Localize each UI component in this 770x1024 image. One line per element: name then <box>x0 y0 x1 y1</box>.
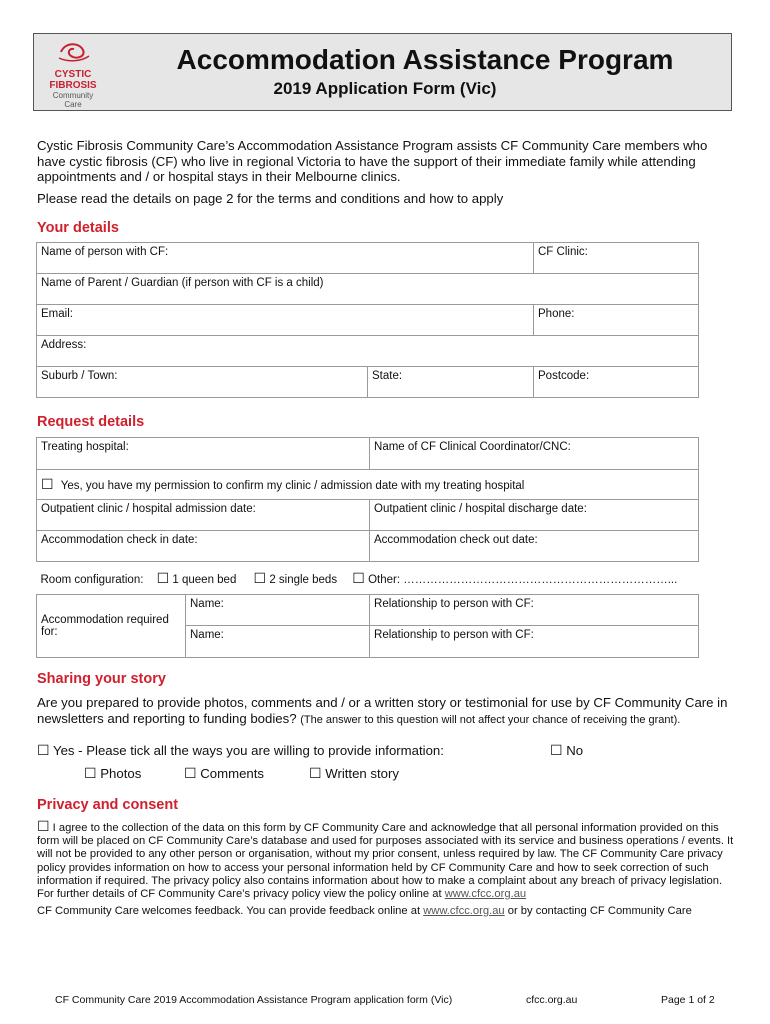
cf-clinic-field[interactable]: CF Clinic: <box>534 243 699 274</box>
admission-date-field[interactable]: Outpatient clinic / hospital admission date: <box>37 500 370 531</box>
feedback-pre: CF Community Care welcomes feedback. You can provide feedback online at <box>37 905 421 917</box>
footer-left: CF Community Care 2019 Accommodation Assistance Program application form (Vic) <box>55 994 453 1006</box>
section-your-details: Your details <box>37 220 119 236</box>
intro-paragraph: Cystic Fibrosis Community Care’s Accommodation Assistance Program assists CF Community Care members who have cystic fibrosis (CF) who live in regional Victoria to have the support of their immediate family while attending appointments and / or hospital stays in their Melbourne clinics. <box>37 138 708 184</box>
logo <box>38 38 108 108</box>
privacy-body: I agree to the collection of the data on this form by CF Community Care and acknowledge that all personal information provided on this form will be placed on CF Community Care’s database and used for purposes associated with its service and business operations / events. It will not be provided to any other person or organisation, without my prior consent, unless required by law. The CF Community Care privacy policy provides information on how to access your personal information held by CF Community Care and how to seek correction of such information if required. The privacy policy also contains information about how to make a complaint about any breach of privacy legislation. For further details of CF Community Care’s privacy policy view the policy online at <box>37 822 734 901</box>
logo-emblem-icon <box>53 38 93 64</box>
request-details-table <box>36 437 699 658</box>
address-field[interactable]: Address: <box>37 336 699 367</box>
logo-text-community: Community <box>52 91 94 100</box>
parent-field[interactable]: Name of Parent / Guardian (if person with CF is a child) <box>37 274 699 305</box>
single-checkbox[interactable]: ☐ <box>253 569 267 586</box>
sharing-no-row <box>550 743 583 759</box>
privacy-link[interactable]: www.cfcc.org.au <box>444 888 527 901</box>
feedback-text <box>37 905 737 918</box>
feedback-post: or by contacting CF Community Care <box>507 905 692 917</box>
logo-text-fibrosis: FIBROSIS <box>49 80 97 91</box>
relationship-field-1[interactable]: Relationship to person with CF: <box>370 595 699 626</box>
sharing-question-text: Are you prepared to provide photos, comments and / or a written story or testimonial for use by CF Community Care in newsletters and reporting to funding bodies? <box>37 695 728 726</box>
permission-checkbox[interactable]: ☐ <box>41 476 54 492</box>
name-field-2[interactable]: Name: <box>186 626 370 658</box>
postcode-field[interactable]: Postcode: <box>534 367 699 398</box>
permission-label: Yes, you have my permission to confirm my clinic / admission date with my treating hospital <box>60 480 525 492</box>
room-config-label: Room configuration: <box>40 573 144 586</box>
logo-text-cystic: CYSTIC <box>54 69 92 80</box>
relationship-field-2[interactable]: Relationship to person with CF: <box>370 626 699 658</box>
section-sharing: Sharing your story <box>37 671 166 687</box>
checkout-date-field[interactable]: Accommodation check out date: <box>370 531 699 562</box>
comments-row <box>184 766 264 782</box>
required-for-label: Accommodation required for: <box>37 595 186 658</box>
photos-label: Photos <box>100 766 142 781</box>
feedback-link[interactable]: www.cfcc.org.au <box>423 905 505 917</box>
single-label: 2 single beds <box>269 573 338 586</box>
photos-checkbox[interactable]: ☐ <box>84 765 97 781</box>
footer-page: Page 1 of 2 <box>661 994 715 1006</box>
page-subtitle: 2019 Application Form (Vic) <box>273 79 497 98</box>
privacy-text <box>37 820 737 901</box>
coordinator-field[interactable]: Name of CF Clinical Coordinator/CNC: <box>370 438 699 470</box>
phone-field[interactable]: Phone: <box>534 305 699 336</box>
sharing-note: (The answer to this question will not affect your chance of receiving the grant). <box>300 713 681 726</box>
other-label[interactable]: Other: ……………………………………………………………... <box>368 573 678 586</box>
photos-row <box>84 766 141 782</box>
queen-checkbox[interactable]: ☐ <box>156 569 170 586</box>
logo-text-care: Care <box>64 100 82 109</box>
name-cf-field[interactable]: Name of person with CF: <box>37 243 534 274</box>
other-checkbox[interactable]: ☐ <box>352 569 365 586</box>
section-request-details: Request details <box>37 414 145 430</box>
state-field[interactable]: State: <box>368 367 534 398</box>
name-field-1[interactable]: Name: <box>186 595 370 626</box>
sharing-no-label: No <box>566 743 584 758</box>
footer-center: cfcc.org.au <box>526 994 578 1006</box>
your-details-table <box>36 242 699 398</box>
written-label: Written story <box>325 766 400 781</box>
sharing-question <box>37 695 737 728</box>
suburb-field[interactable]: Suburb / Town: <box>37 367 368 398</box>
email-field[interactable]: Email: <box>37 305 534 336</box>
sharing-yes-label: Yes - Please tick all the ways you are willing to provide information: <box>53 743 444 758</box>
checkin-date-field[interactable]: Accommodation check in date: <box>37 531 370 562</box>
written-row <box>309 766 399 782</box>
comments-checkbox[interactable]: ☐ <box>184 765 197 781</box>
sharing-no-checkbox[interactable]: ☐ <box>550 742 563 758</box>
hospital-field[interactable]: Treating hospital: <box>37 438 370 470</box>
permission-row <box>37 470 699 500</box>
section-privacy: Privacy and consent <box>37 797 179 813</box>
discharge-date-field[interactable]: Outpatient clinic / hospital discharge date: <box>370 500 699 531</box>
sharing-yes-checkbox[interactable]: ☐ <box>37 742 50 758</box>
sharing-yes-row <box>37 743 444 759</box>
comments-label: Comments <box>200 766 264 781</box>
intro-instruction: Please read the details on page 2 for the terms and conditions and how to apply <box>37 191 504 206</box>
page-title: Accommodation Assistance Program <box>176 44 674 75</box>
privacy-checkbox[interactable]: ☐ <box>37 818 50 834</box>
written-checkbox[interactable]: ☐ <box>309 765 322 781</box>
queen-label: 1 queen bed <box>172 573 237 586</box>
room-config-row <box>37 562 699 595</box>
